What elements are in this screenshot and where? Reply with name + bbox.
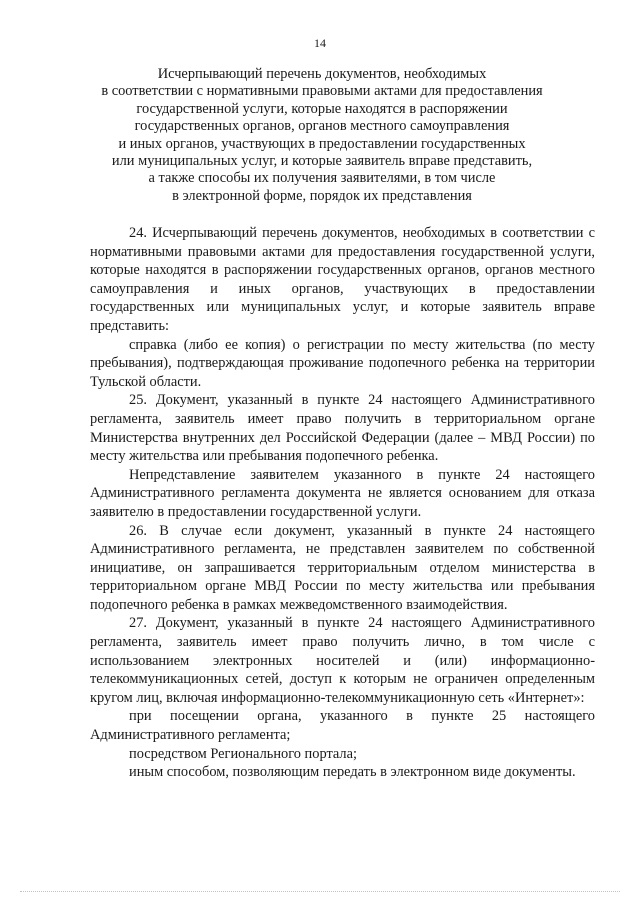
heading-line: или муниципальных услуг, и которые заявитель вправе представить, (111, 153, 533, 170)
document-body (90, 224, 595, 782)
paragraph-portal-option: посредством Регионального портала; (129, 745, 357, 762)
heading-line: а также способы их получения заявителями, в том числе (148, 170, 496, 187)
heading-line: Исчерпывающий перечень документов, необходимых (157, 66, 487, 82)
paragraph-visit-option: при посещении органа, указанного в пункте 25 настоящего Административного регламента; (90, 708, 595, 744)
paragraph-non-submission: Непредставление заявителем указанного в пункте 24 настоящего Административного регламента документа не является основанием для отказа заявителю в предоставлении государственной услуги. (90, 466, 595, 520)
paragraph-other-option: иным способом, позволяющим передать в электронном виде документы. (129, 764, 576, 781)
paragraph-24: 24. Исчерпывающий перечень документов, необходимых в соответствии с нормативными правовыми актами для предоставления государственной услуги, которые находятся в распоряжении государственных органов, органов местного самоуправления и иных органов, участвующих в предоставлении государственных или муниципальных услуг, и которые заявитель вправе представить: (90, 225, 595, 334)
paragraph-27: 27. Документ, указанный в пункте 24 настоящего Административного регламента, заявитель имеет право получить лично, в том числе с использованием электронных носителей и (или) информационно-телекоммуникационных сетей, доступ к которым не ограничен определенным кругом лиц, включая информационно-телекоммуникационную сеть «Интернет»: (90, 615, 595, 706)
heading-line: в электронной форме, порядок их представления (172, 187, 472, 204)
section-heading (80, 66, 564, 205)
heading-line: государственных органов, органов местного самоуправления (134, 118, 510, 135)
heading-line: в соответствии с нормативными правовыми актами для предоставления (101, 83, 543, 100)
heading-line: и иных органов, участвующих в предоставлении государственных (118, 135, 526, 152)
paragraph-residence-certificate: справка (либо ее копия) о регистрации по месту жительства (по месту пребывания), подтверждающая проживание подопечного ребенка на территории Тульской области. (90, 336, 595, 390)
heading-line: государственной услуги, которые находятся в распоряжении (136, 100, 508, 117)
page-number: 14 (314, 36, 326, 50)
scan-footer-artifact (20, 885, 620, 892)
paragraph-25: 25. Документ, указанный в пункте 24 настоящего Административного регламента, заявитель имеет право получить в территориальном органе Министерства внутренних дел Российской Федерации (далее – МВД России) по месту жительства или пребывания подопечного ребенка. (90, 392, 595, 465)
paragraph-26: 26. В случае если документ, указанный в пункте 24 настоящего Административного регламента, не представлен заявителем по собственной инициативе, он запрашивается территориальным отделом министерства в территориальном органе МВД России по месту жительства или пребывания подопечного ребенка в рамках межведомственного взаимодействия. (90, 522, 595, 613)
